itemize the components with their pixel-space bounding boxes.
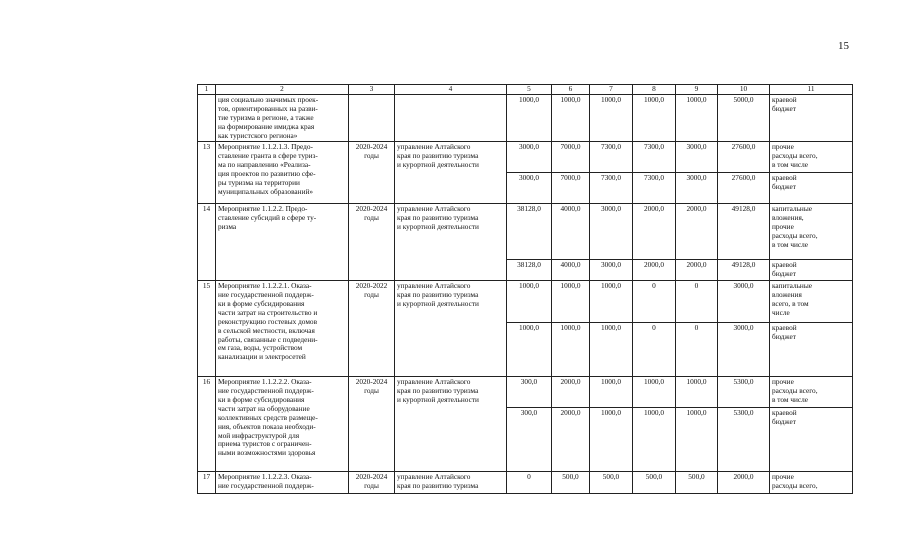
funding-value: 0 [676,323,718,377]
table-row [198,377,853,408]
funding-value: 1000,0 [633,95,676,142]
funding-value: 1000,0 [552,95,590,142]
funding-value: 2000,0 [633,260,676,281]
column-header: 11 [770,85,853,95]
funding-value: 7000,0 [552,173,590,204]
column-header: 4 [395,85,507,95]
measure-name: Мероприятие 1.1.2.2.2. Оказа- ние государственной поддерж- ки в форме субсидирования части затрат на оборудование коллективных средств размеще- ния, объектов показа необходи- мой инфраструктурой для приема туристов с ограничен- ными возможностями здоровья [216,377,349,472]
row-number: 13 [198,142,216,204]
column-header: 5 [507,85,552,95]
funding-value: 0 [633,323,676,377]
funding-source: краевой бюджет [770,260,853,281]
funding-value: 3000,0 [590,204,633,260]
funding-source: краевой бюджет [770,95,853,142]
funding-value: 5000,0 [718,95,770,142]
funding-source: прочие расходы всего, в том числе [770,377,853,408]
page-number: 15 [838,40,849,52]
funding-value: 1000,0 [590,95,633,142]
funding-value: 7300,0 [590,142,633,173]
column-header: 1 [198,85,216,95]
executor: управление Алтайского края по развитию туризма и курортной деятельности [395,377,507,472]
executor: управление Алтайского края по развитию туризма и курортной деятельности [395,204,507,281]
funding-value: 1000,0 [676,377,718,408]
executor: управление Алтайского края по развитию туризма и курортной деятельности [395,142,507,204]
funding-value: 5300,0 [718,377,770,408]
column-header: 6 [552,85,590,95]
funding-value: 2000,0 [552,377,590,408]
funding-value: 38128,0 [507,260,552,281]
program-measures-table [197,84,853,494]
funding-value: 7300,0 [633,142,676,173]
funding-value: 500,0 [552,472,590,494]
funding-value: 3000,0 [507,173,552,204]
funding-value: 300,0 [507,408,552,472]
implementation-years: 2020-2024 годы [349,472,395,494]
executor [395,95,507,142]
funding-source: прочие расходы всего, [770,472,853,494]
funding-value: 1000,0 [633,377,676,408]
funding-source: капитальные вложения всего, в том числе [770,281,853,323]
column-header: 10 [718,85,770,95]
table-row [198,142,853,173]
funding-value: 38128,0 [507,204,552,260]
funding-value: 1000,0 [590,377,633,408]
funding-value: 500,0 [676,472,718,494]
funding-value: 7300,0 [590,173,633,204]
funding-value: 1000,0 [552,323,590,377]
table-row [198,281,853,323]
funding-value: 27600,0 [718,173,770,204]
implementation-years: 2020-2024 годы [349,142,395,204]
row-number: 14 [198,204,216,281]
funding-source: капитальные вложения, прочие расходы всего, в том числе [770,204,853,260]
funding-value: 300,0 [507,377,552,408]
funding-value: 3000,0 [507,142,552,173]
implementation-years: 2020-2022 годы [349,281,395,377]
funding-value: 1000,0 [507,323,552,377]
column-header: 2 [216,85,349,95]
funding-value: 1000,0 [590,323,633,377]
funding-value: 3000,0 [590,260,633,281]
implementation-years: 2020-2024 годы [349,377,395,472]
measure-name: ция социально значимых проек- тов, ориентированных на разви- тие туризма в регионе, а также на формирование имиджа края как туристского региона» [216,95,349,142]
table-row [198,95,853,142]
executor: управление Алтайского края по развитию туризма и курортной деятельности [395,281,507,377]
funding-value: 0 [507,472,552,494]
funding-value: 4000,0 [552,260,590,281]
measure-name: Мероприятие 1.1.2.2.1. Оказа- ние государственной поддерж- ки в форме субсидирования части затрат на строительство и реконструкцию гостевых домов в сельской местности, включая работы, связанные с подведени- ем газа, воды, устройством канализации и электросетей [216,281,349,377]
column-header: 3 [349,85,395,95]
funding-value: 3000,0 [718,281,770,323]
funding-value: 2000,0 [676,260,718,281]
funding-source: прочие расходы всего, в том числе [770,142,853,173]
funding-value: 1000,0 [507,281,552,323]
funding-value: 500,0 [590,472,633,494]
table-header-row [198,85,853,95]
funding-value: 1000,0 [552,281,590,323]
table-row [198,472,853,494]
funding-value: 2000,0 [633,204,676,260]
measure-name: Мероприятие 1.1.2.2. Предо- ставление субсидий в сфере ту- ризма [216,204,349,281]
measure-name: Мероприятие 1.1.2.1.3. Предо- ставление гранта в сфере туриз- ма по направлению «Реализа- ция проектов по развитию сфе- ры туризма на территории муниципальных образований» [216,142,349,204]
funding-value: 3000,0 [676,142,718,173]
funding-value: 1000,0 [676,95,718,142]
implementation-years [349,95,395,142]
funding-value: 4000,0 [552,204,590,260]
column-header: 7 [590,85,633,95]
funding-source: краевой бюджет [770,408,853,472]
funding-value: 500,0 [633,472,676,494]
funding-value: 1000,0 [507,95,552,142]
funding-value: 1000,0 [676,408,718,472]
funding-value: 1000,0 [633,408,676,472]
funding-value: 3000,0 [676,173,718,204]
funding-source: краевой бюджет [770,323,853,377]
funding-value: 0 [633,281,676,323]
column-header: 9 [676,85,718,95]
funding-value: 0 [676,281,718,323]
row-number: 16 [198,377,216,472]
funding-value: 7300,0 [633,173,676,204]
funding-value: 27600,0 [718,142,770,173]
row-number: 15 [198,281,216,377]
funding-value: 1000,0 [590,408,633,472]
funding-source: краевой бюджет [770,173,853,204]
funding-value: 1000,0 [590,281,633,323]
implementation-years: 2020-2024 годы [349,204,395,281]
funding-value: 2000,0 [718,472,770,494]
executor: управление Алтайского края по развитию туризма [395,472,507,494]
measure-name: Мероприятие 1.1.2.2.3. Оказа- ние государственной поддерж- [216,472,349,494]
funding-value: 49128,0 [718,204,770,260]
funding-value: 3000,0 [718,323,770,377]
funding-value: 2000,0 [676,204,718,260]
funding-value: 7000,0 [552,142,590,173]
funding-value: 5300,0 [718,408,770,472]
row-number [198,95,216,142]
table-row [198,204,853,260]
funding-value: 49128,0 [718,260,770,281]
column-header: 8 [633,85,676,95]
funding-value: 2000,0 [552,408,590,472]
row-number: 17 [198,472,216,494]
